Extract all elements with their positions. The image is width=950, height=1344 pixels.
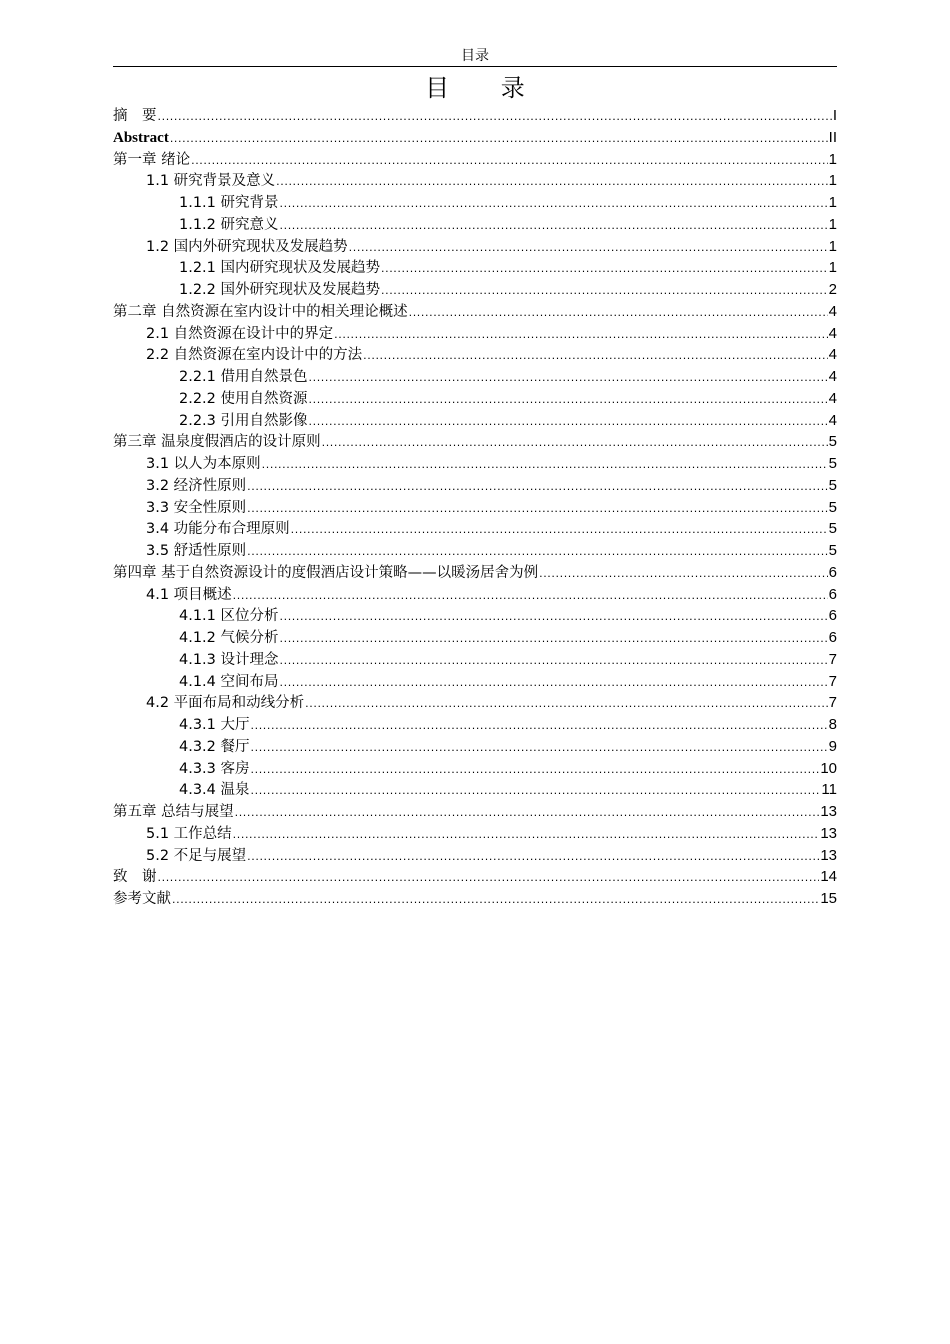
toc-entry-label: 1.2 国内外研究现状及发展趋势 [146,238,348,255]
toc-entry[interactable] [113,410,837,432]
toc-entry[interactable] [113,236,837,258]
dot-leader [334,324,827,346]
toc-entry-page: 5 [828,476,837,494]
toc-entry-page: 2 [828,281,837,298]
dot-leader [280,215,828,237]
toc-entry-page: 1 [828,259,837,277]
toc-entry-page: 10 [820,759,837,777]
dot-leader [363,345,827,367]
toc-entry-label: 1.2.1 国内研究现状及发展趋势 [179,260,381,277]
toc-entry[interactable] [113,823,837,845]
dot-leader [233,585,828,607]
toc-entry[interactable] [113,627,837,649]
toc-entry-label: 1.2.2 国外研究现状及发展趋势 [179,282,381,298]
toc-entry-page: 7 [828,672,837,690]
toc-entry[interactable] [113,279,837,301]
dot-leader [280,672,828,694]
toc-entry[interactable] [113,605,837,627]
dot-leader [247,476,827,498]
toc-entry-page: 11 [821,781,837,799]
toc-entry[interactable] [113,431,837,453]
toc-entry-page: 13 [820,824,837,842]
dot-leader [381,258,828,280]
toc-entry-label: 致 谢 [113,869,157,886]
dot-leader [262,454,828,476]
toc-entry[interactable] [113,214,837,236]
toc-entry-page: I [832,107,837,124]
dot-leader [322,432,828,454]
running-header: 目录 [461,48,489,64]
dot-leader [251,780,821,802]
toc-entry[interactable] [113,649,837,671]
toc-entry[interactable] [113,149,837,171]
dot-leader [251,759,820,781]
toc-entry-label: 3.4 功能分布合理原则 [146,521,290,538]
toc-entry-label: 4.1.2 气候分析 [179,630,279,646]
toc-title: 目 录 [425,74,547,102]
toc-entry-label: 1.1.2 研究意义 [179,216,279,233]
toc-entry-label: 4.1.4 空间布局 [179,673,279,690]
toc-entry[interactable] [113,170,837,192]
toc-entry-page: 6 [828,607,837,625]
toc-entry-page: 5 [828,498,837,516]
dot-leader [191,150,828,172]
toc-entry-label: 2.1 自然资源在设计中的界定 [146,325,334,342]
toc-entry-label: 2.2.3 引用自然影像 [179,412,308,429]
toc-entry[interactable] [113,323,837,345]
toc-entry-label: 摘 要 [113,108,157,124]
toc-entry-label: 2.2 自然资源在室内设计中的方法 [146,347,363,364]
dot-leader [291,519,828,541]
toc-entry-page: 4 [828,302,837,320]
dot-leader [309,367,828,389]
toc-entry[interactable] [113,257,837,279]
toc-entry-label: 参考文献 [113,891,171,907]
toc-entry[interactable] [113,888,837,910]
toc-entry-page: 6 [828,585,837,603]
toc-entry[interactable] [113,453,837,475]
toc-entry-label: Abstract [113,129,169,146]
toc-entry[interactable] [113,105,837,127]
toc-entry-page: 1 [828,150,837,168]
toc-entry-label: 第二章 自然资源在室内设计中的相关理论概述 [113,303,408,320]
toc-entry-page: 5 [828,520,837,538]
toc-entry-label: 3.5 舒适性原则 [146,543,247,559]
toc-entry-label: 第一章 绪论 [113,151,191,168]
dot-leader [251,737,828,759]
toc-entry[interactable] [113,562,837,584]
toc-entry-page: 4 [828,411,837,429]
toc-entry[interactable] [113,192,837,214]
toc-entry[interactable] [113,127,837,149]
toc-entry-page: II [828,128,837,146]
toc-entry-page: 4 [828,368,837,385]
toc-entry[interactable] [113,344,837,366]
toc-entry-label: 第四章 基于自然资源设计的度假酒店设计策略——以暖汤居舍为例 [113,564,539,581]
toc-entry-label: 4.3.3 客房 [179,760,250,777]
toc-entry-label: 5.1 工作总结 [146,825,232,842]
toc-entry-page: 15 [820,890,837,907]
toc-entry-label: 第五章 总结与展望 [113,804,234,820]
dot-leader [381,280,828,302]
toc-entry-page: 13 [820,803,837,820]
toc-entry-page: 4 [828,346,837,364]
toc-entry[interactable] [113,301,837,323]
dot-leader [280,193,828,215]
dot-leader [280,628,828,650]
toc-entry[interactable] [113,866,837,888]
toc-entry[interactable] [113,497,837,519]
dot-leader [158,106,832,128]
toc-entry-page: 5 [828,433,837,451]
dot-leader [305,693,827,715]
dot-leader [158,867,820,889]
dot-leader [247,498,827,520]
dot-leader [247,846,819,868]
toc-entry[interactable] [113,714,837,736]
dot-leader [251,715,828,737]
dot-leader [170,128,828,150]
toc-entry[interactable] [113,518,837,540]
toc-entry-label: 1.1.1 研究背景 [179,195,279,211]
toc-entry[interactable] [113,692,837,714]
toc-entry-label: 3.2 经济性原则 [146,477,247,494]
dot-leader [247,541,827,563]
toc-entry[interactable] [113,388,837,410]
toc-entry[interactable] [113,736,837,758]
toc-entry[interactable] [113,366,837,388]
toc-entry-label: 4.1.3 设计理念 [179,651,279,668]
toc-entry-page: 5 [828,542,837,559]
toc-entry-page: 7 [828,650,837,668]
toc-entry-label: 4.3.4 温泉 [179,782,250,799]
toc-entry-page: 7 [828,694,837,712]
dot-leader [309,411,828,433]
toc-entry-page: 6 [828,563,837,581]
toc-entry-label: 第三章 温泉度假酒店的设计原则 [113,434,321,451]
toc-entry-page: 6 [828,629,837,646]
dot-leader [172,889,819,911]
toc-entry-label: 4.2 平面布局和动线分析 [146,695,305,712]
toc-entry[interactable] [113,540,837,562]
toc-entry-page: 1 [828,194,837,211]
toc-entry[interactable] [113,779,837,801]
toc-entry[interactable] [113,584,837,606]
dot-leader [280,606,828,628]
toc-entry[interactable] [113,845,837,867]
toc-entry-page: 13 [820,846,837,864]
dot-leader [235,802,820,824]
toc-entry-page: 4 [828,389,837,407]
toc-entry-label: 3.1 以人为本原则 [146,456,261,472]
toc-entry-label: 3.3 安全性原则 [146,499,247,516]
toc-entry-page: 1 [828,172,837,190]
toc-entry[interactable] [113,758,837,780]
dot-leader [349,237,828,259]
toc-entry-page: 9 [828,737,837,755]
dot-leader [280,650,828,672]
header-rule [113,66,837,67]
toc-entry[interactable] [113,671,837,693]
toc-entry-page: 8 [828,716,837,733]
toc-entry[interactable] [113,801,837,823]
toc-entry-page: 5 [828,455,837,472]
toc-entry-label: 2.2.2 使用自然资源 [179,390,308,407]
dot-leader [309,389,828,411]
toc-entry-page: 4 [828,324,837,342]
dot-leader [409,302,828,324]
toc-entry-label: 4.3.2 餐厅 [179,738,250,755]
toc-entry-label: 2.2.1 借用自然景色 [179,369,308,385]
toc-entry-label: 4.1.1 区位分析 [179,608,279,625]
table-of-contents [113,105,837,910]
dot-leader [233,824,820,846]
toc-entry-page: 1 [828,215,837,233]
toc-entry-label: 1.1 研究背景及意义 [146,173,276,190]
toc-entry-page: 14 [820,868,837,886]
toc-entry-page: 1 [828,237,837,255]
toc-entry-label: 4.3.1 大厅 [179,717,250,733]
toc-entry-label: 4.1 项目概述 [146,586,232,603]
toc-entry[interactable] [113,475,837,497]
dot-leader [276,171,827,193]
dot-leader [539,563,828,585]
toc-entry-label: 5.2 不足与展望 [146,847,247,864]
